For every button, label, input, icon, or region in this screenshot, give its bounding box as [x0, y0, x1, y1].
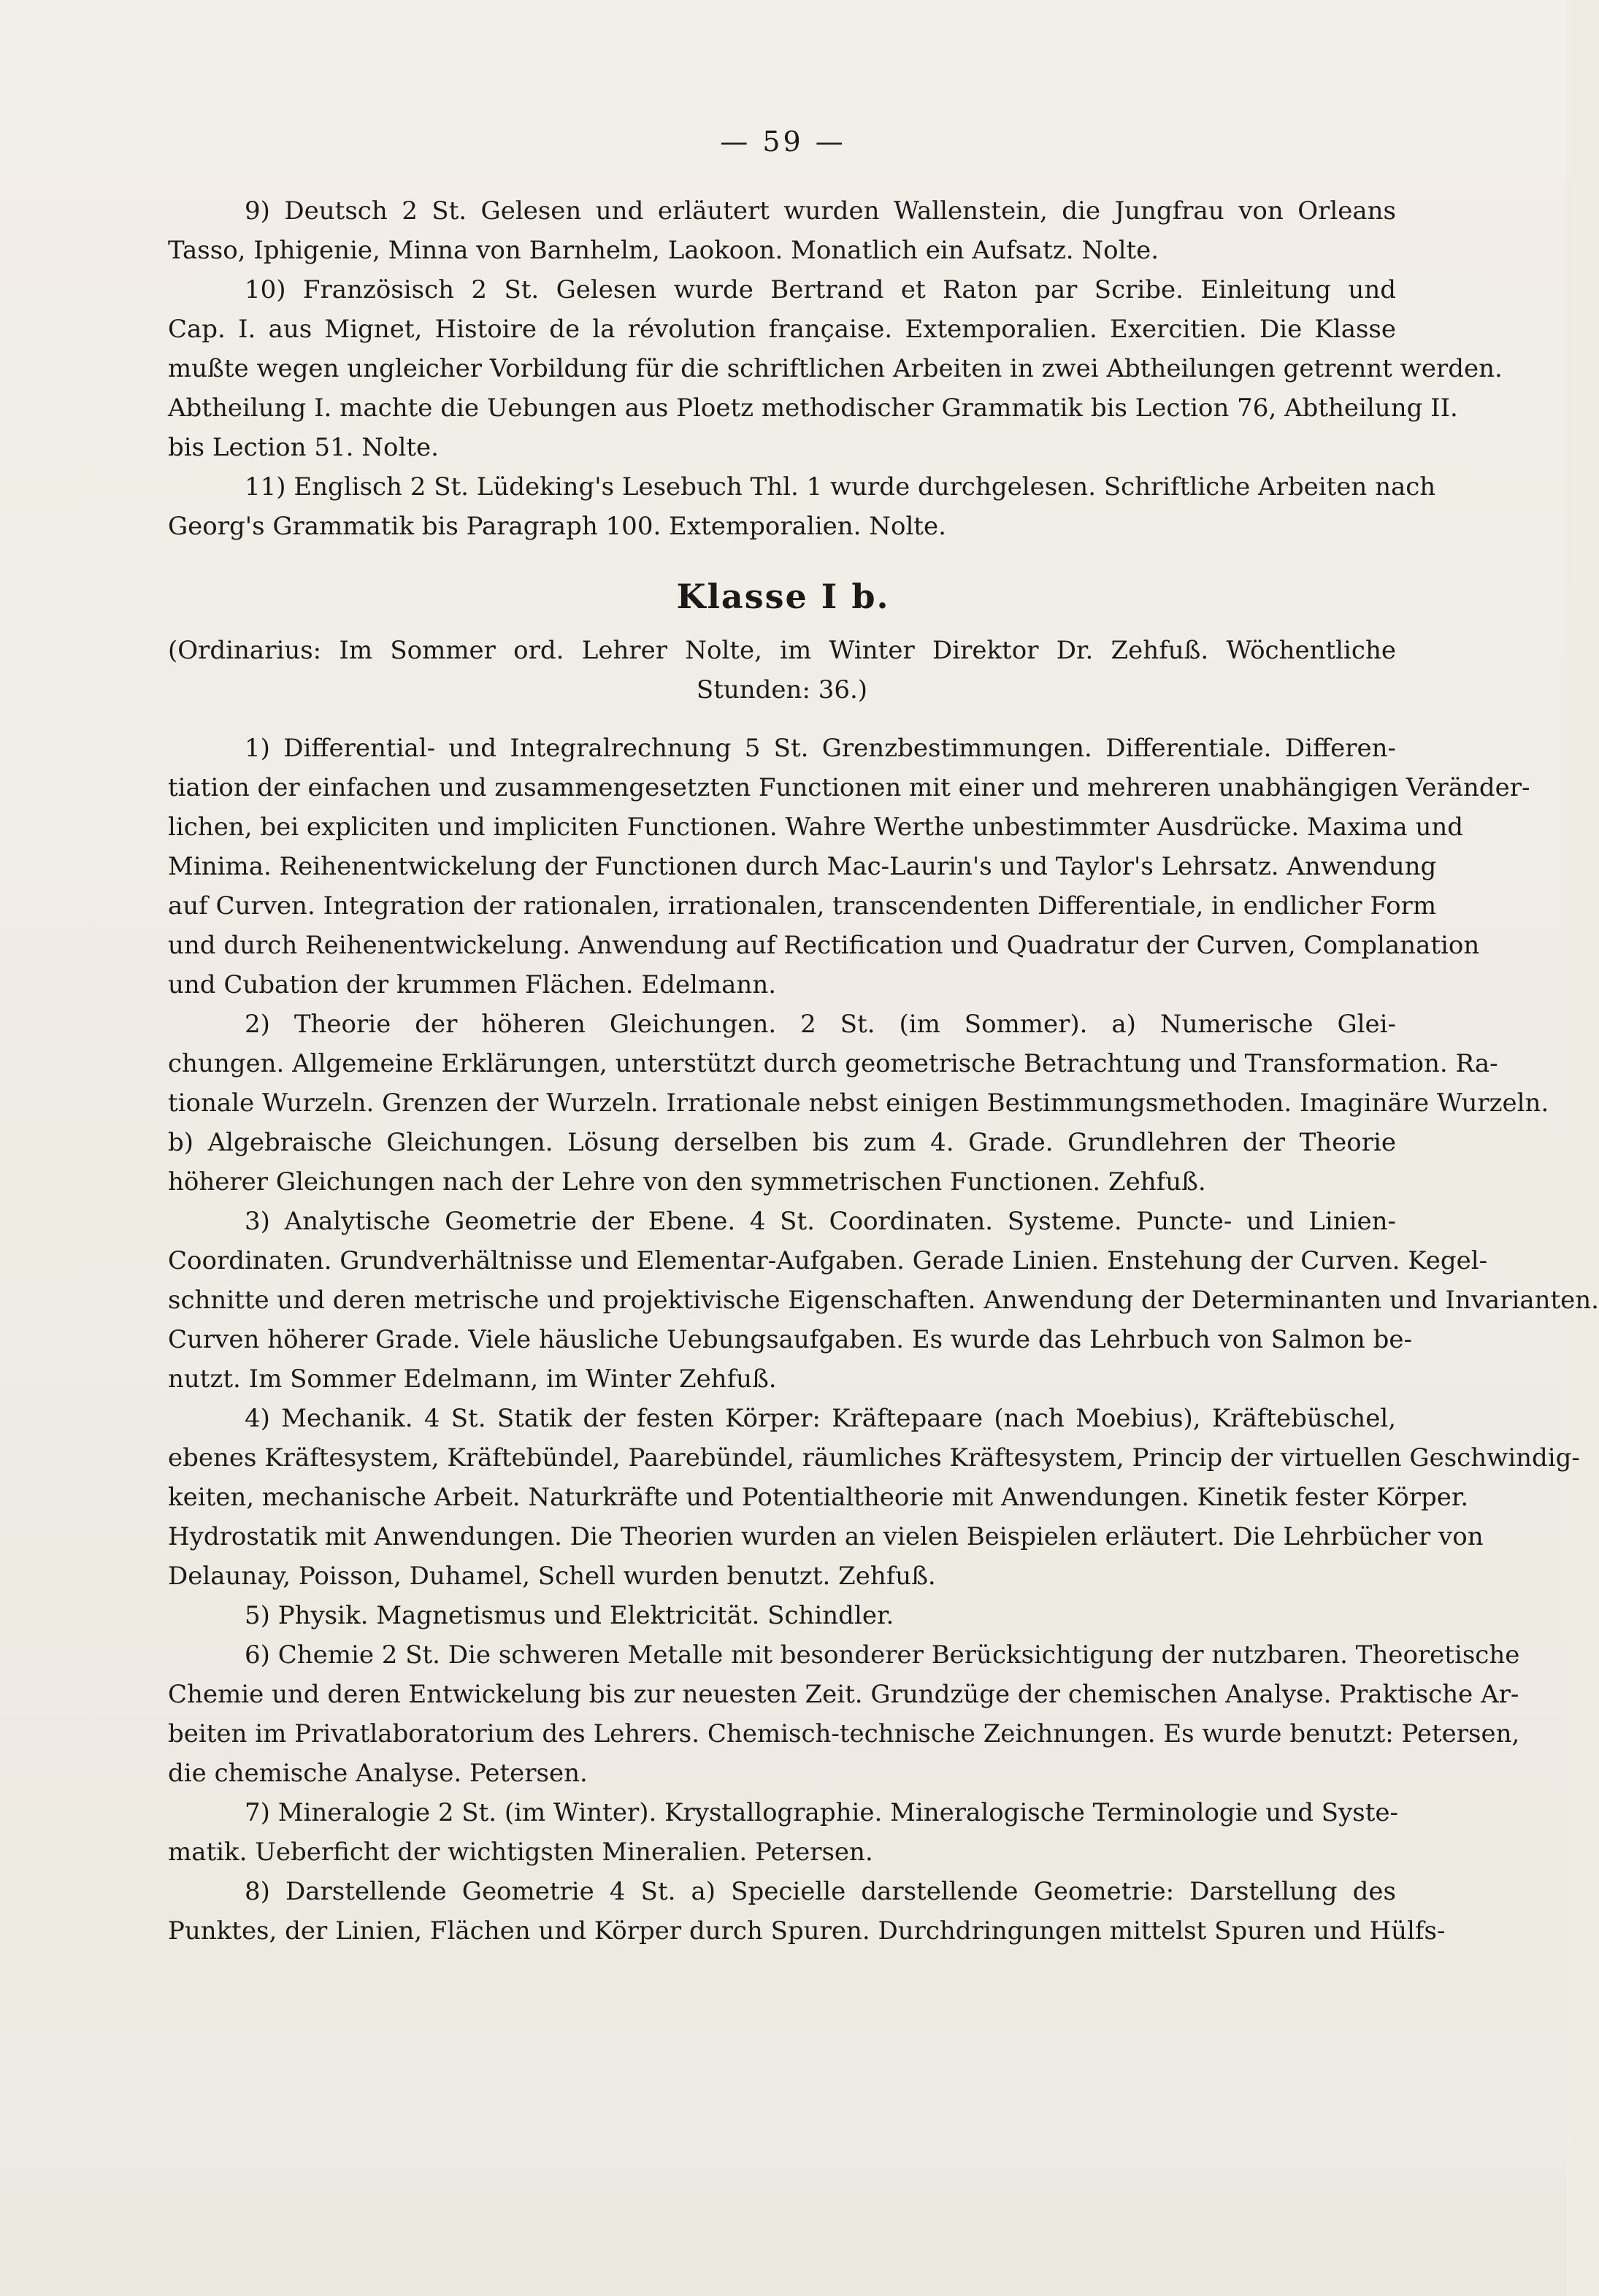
class-heading: Klasse I b. — [676, 577, 890, 616]
text-line: mußte wegen ungleicher Vorbildung für die schriftlichen Arbeiten in zwei Abtheilungen getrennt werden. — [168, 354, 1503, 383]
text-line: Chemie und deren Entwickelung bis zur neuesten Zeit. Grundzüge der chemischen Analyse. Praktische Ar- — [168, 1680, 1519, 1709]
text-line: bis Lection 51. Nolte. — [168, 433, 439, 462]
text-line: Coordinaten. Grundverhältnisse und Elementar-Aufgaben. Gerade Linien. Enstehung der Curven. Kegel- — [168, 1246, 1488, 1275]
text-line: Abtheilung I. machte die Uebungen aus Ploetz methodischer Grammatik bis Lection 76, Abtheilung II. — [168, 393, 1458, 423]
text-line: tionale Wurzeln. Grenzen der Wurzeln. Irrationale nebst einigen Bestimmungsmethoden. Imaginäre Wurzeln. — [168, 1089, 1549, 1118]
ordinarius-note — [168, 631, 1396, 710]
text-line: 6) Chemie 2 St. Die schweren Metalle mit besonderer Berücksichtigung der nutzbaren. Theoretische — [245, 1640, 1520, 1670]
text-line: auf Curven. Integration der rationalen, irrationalen, transcendenten Differentiale, in endlicher Form — [168, 891, 1437, 921]
text-line: Tasso, Iphigenie, Minna von Barnhelm, Laokoon. Monatlich ein Aufsatz. Nolte. — [168, 236, 1159, 265]
text-line: 1) Differential- und Integralrechnung 5 St. Grenzbestimmungen. Differentiale. Differen- — [245, 734, 1396, 763]
text-line: Georg's Grammatik bis Paragraph 100. Extemporalien. Nolte. — [168, 512, 946, 541]
text-line: keiten, mechanische Arbeit. Naturkräfte und Potentialtheorie mit Anwendungen. Kinetik fester Körper. — [168, 1483, 1469, 1512]
text-line: Stunden: 36.) — [696, 675, 868, 704]
text-line: und Cubation der krummen Flächen. Edelmann. — [168, 970, 777, 999]
text-line: 2) Theorie der höheren Gleichungen. 2 St. (im Sommer). a) Numerische Glei- — [245, 1010, 1396, 1039]
text-line: lichen, bei expliciten und impliciten Functionen. Wahre Werthe unbestimmter Ausdrücke. Maxima und — [168, 813, 1464, 842]
text-line: 8) Darstellende Geometrie 4 St. a) Specielle darstellende Geometrie: Darstellung des — [245, 1877, 1396, 1906]
text-line: schnitte und deren metrische und projektivische Eigenschaften. Anwendung der Determinanten und Invarianten. — [168, 1286, 1599, 1315]
text-line: Cap. I. aus Mignet, Histoire de la révolution française. Extemporalien. Exercitien. Die Klasse — [168, 315, 1396, 344]
text-line: chungen. Allgemeine Erklärungen, unterstützt durch geometrische Betrachtung und Transformation. Ra- — [168, 1049, 1498, 1078]
text-line: Hydrostatik mit Anwendungen. Die Theorien wurden an vielen Beispielen erläutert. Die Lehrbücher von — [168, 1522, 1484, 1551]
section-prima-b-subjects — [168, 729, 1599, 1951]
section-prima-a-continued — [168, 191, 1503, 546]
text-line: 7) Mineralogie 2 St. (im Winter). Krystallographie. Mineralogische Terminologie und Syste- — [245, 1798, 1399, 1827]
text-line: Delaunay, Poisson, Duhamel, Schell wurden benutzt. Zehfuß. — [168, 1562, 936, 1591]
text-line: höherer Gleichungen nach der Lehre von den symmetrischen Functionen. Zehfuß. — [168, 1167, 1206, 1197]
text-line: matik. Ueberficht der wichtigsten Mineralien. Petersen. — [168, 1838, 873, 1867]
text-line: 10) Französisch 2 St. Gelesen wurde Bertrand et Raton par Scribe. Einleitung und — [245, 275, 1396, 304]
page-number: — 59 — — [720, 126, 846, 158]
text-line: Minima. Reihenentwickelung der Functionen durch Mac-Laurin's und Taylor's Lehrsatz. Anwendung — [168, 852, 1437, 881]
text-line: und durch Reihenentwickelung. Anwendung auf Rectification und Quadratur der Curven, Complanation — [168, 931, 1480, 960]
text-line: (Ordinarius: Im Sommer ord. Lehrer Nolte, im Winter Direktor Dr. Zehfuß. Wöchentliche — [168, 636, 1396, 665]
text-line: beiten im Privatlaboratorium des Lehrers. Chemisch-technische Zeichnungen. Es wurde benutzt: Petersen, — [168, 1719, 1520, 1748]
text-line: Punktes, der Linien, Flächen und Körper durch Spuren. Durchdringungen mittelst Spuren und Hülfs- — [168, 1916, 1446, 1946]
text-line: 4) Mechanik. 4 St. Statik der festen Körper: Kräftepaare (nach Moebius), Kräftebüschel, — [245, 1404, 1396, 1433]
text-line: 9) Deutsch 2 St. Gelesen und erläutert wurden Wallenstein, die Jungfrau von Orleans — [245, 196, 1396, 226]
text-line: 11) Englisch 2 St. Lüdeking's Lesebuch Thl. 1 wurde durchgelesen. Schriftliche Arbeiten nach — [245, 472, 1436, 502]
text-line: b) Algebraische Gleichungen. Lösung derselben bis zum 4. Grade. Grundlehren der Theorie — [168, 1128, 1396, 1157]
text-line: 3) Analytische Geometrie der Ebene. 4 St. Coordinaten. Systeme. Puncte- und Linien- — [245, 1207, 1396, 1236]
text-line: Curven höherer Grade. Viele häusliche Uebungsaufgaben. Es wurde das Lehrbuch von Salmon be- — [168, 1325, 1413, 1354]
text-line: nutzt. Im Sommer Edelmann, im Winter Zehfuß. — [168, 1364, 777, 1394]
text-line: 5) Physik. Magnetismus und Elektricität. Schindler. — [245, 1601, 894, 1630]
text-line: ebenes Kräftesystem, Kräftebündel, Paarebündel, räumliches Kräftesystem, Princip der virtuellen Geschwindig- — [168, 1443, 1580, 1473]
text-line: tiation der einfachen und zusammengesetzten Functionen mit einer und mehreren unabhängigen Veränder- — [168, 773, 1530, 802]
text-line: die chemische Analyse. Petersen. — [168, 1759, 588, 1788]
